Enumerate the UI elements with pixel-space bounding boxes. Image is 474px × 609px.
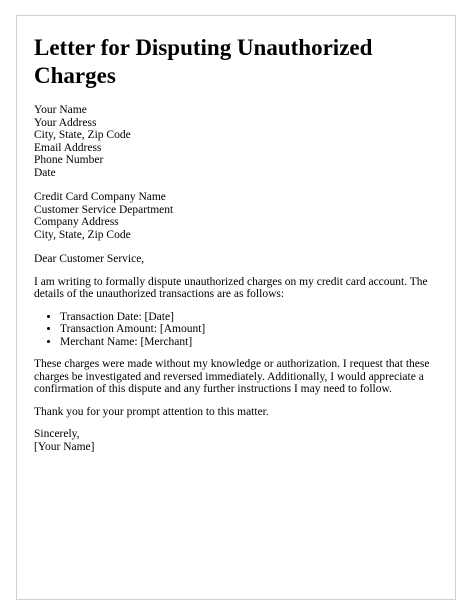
recipient-city-state-zip: City, State, Zip Code [34,228,131,241]
closing-block [34,428,439,453]
recipient-department: Customer Service Department [34,203,174,216]
detail-merchant-name: • Merchant Name: [Merchant] [60,336,439,349]
thanks-paragraph: Thank you for your prompt attention to this matter. [34,405,269,418]
sender-address: Your Address [34,116,97,129]
signature: [Your Name] [34,440,95,453]
salutation: Dear Customer Service, [34,253,145,265]
letter-page [16,15,456,600]
detail-transaction-date: • Transaction Date: [Date] [60,311,439,324]
recipient-address: Company Address [34,216,119,228]
body-paragraph: These charges were made without my knowledge or authorization. I request that these charges be investigated and reversed immediately. Additionally, I would appreciate a confirmation of this dispute and any further instructions I may need to follow. [34,358,430,395]
intro-paragraph: I am writing to formally dispute unauthorized charges on my credit card account. The details of the unauthorized transactions are as follows: [34,275,428,300]
letter-title: Letter for Disputing Unauthorized Charges [34,35,373,88]
letter-date: Date [34,166,56,179]
recipient-company: Credit Card Company Name [34,191,166,203]
sender-name: Your Name [34,104,87,116]
sender-email: Email Address [34,141,102,154]
sender-city-state-zip: City, State, Zip Code [34,129,131,141]
detail-transaction-amount: • Transaction Amount: [Amount] [60,323,439,336]
closing: Sincerely, [34,428,80,440]
sender-phone: Phone Number [34,154,104,166]
sender-block [34,104,439,179]
transaction-details-list [34,311,439,349]
recipient-block [34,191,439,241]
